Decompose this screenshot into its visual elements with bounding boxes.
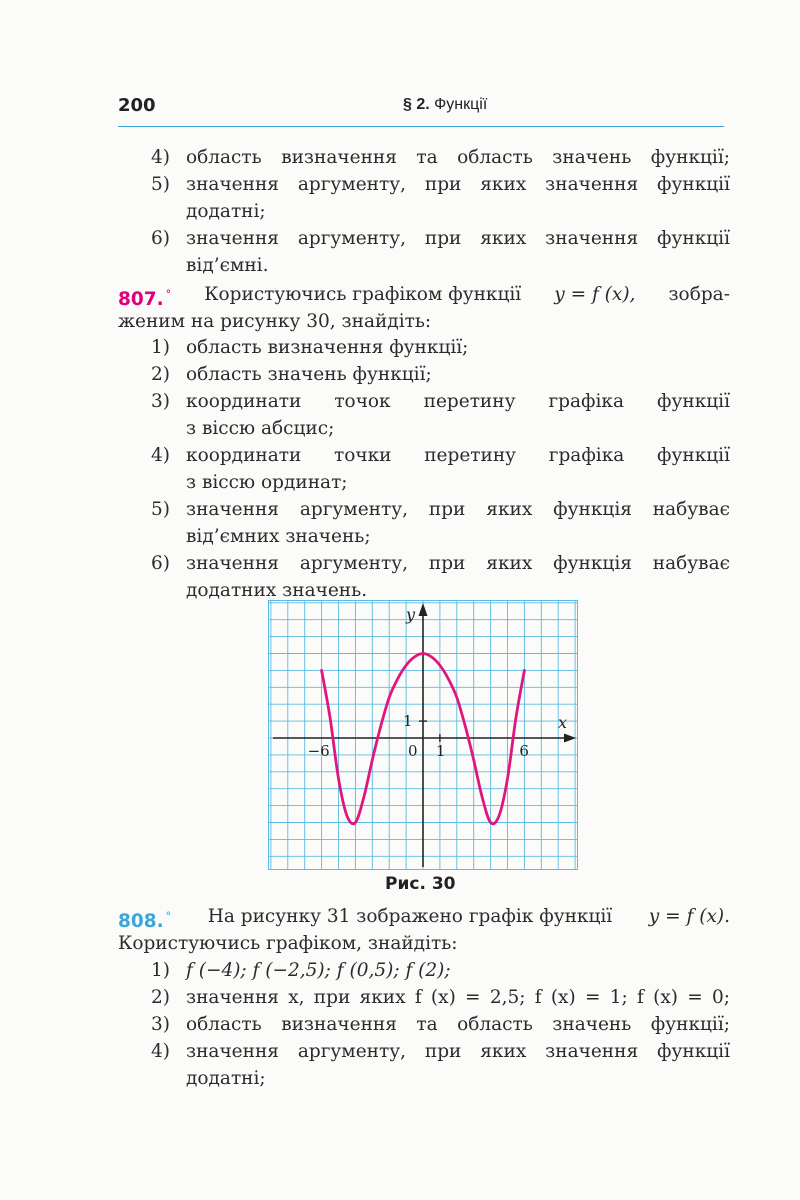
difficulty-degree-icon: °	[165, 910, 172, 923]
list-item-number: 2)	[151, 987, 170, 1008]
y-axis-arrow-icon	[419, 603, 428, 616]
list-item-text: додатні;	[186, 201, 266, 222]
list-item-text: f (−4); f (−2,5); f (0,5); f (2);	[186, 960, 451, 981]
problem-intro-text: На рисунку 31 зображено графік функції	[207, 906, 613, 927]
list-item-text: область визначення функції;	[186, 337, 469, 358]
list-item-number: 6)	[151, 553, 170, 574]
list-item-text: з віссю абсцис;	[186, 418, 335, 439]
list-item-number: 3)	[151, 391, 170, 412]
x-tick-label: −6	[307, 742, 330, 760]
x-axis-arrow-icon	[564, 734, 576, 743]
graph-axes	[273, 603, 576, 867]
list-item-text: додатних значень.	[186, 580, 368, 601]
list-item-text: значення аргументу, при яких значення функції	[186, 1041, 730, 1062]
figure-caption: Рис. 30	[385, 874, 456, 894]
problem-intro-text: женим на рисунку 30, знайдіть:	[118, 311, 432, 332]
list-item-text: від’ємних значень;	[186, 526, 371, 547]
list-item-text: з віссю ординат;	[186, 472, 348, 493]
problem-number: 808.	[118, 911, 164, 933]
problem-number: 807.	[118, 289, 164, 311]
problem-intro-text: зобра-	[668, 284, 730, 305]
list-item-number: 1)	[151, 960, 170, 981]
list-item-text: область значень функції;	[186, 364, 432, 385]
list-item-text: область визначення та область значень функції;	[186, 1014, 730, 1035]
function-notation: y = f (x),	[554, 284, 636, 305]
section-title	[403, 96, 487, 114]
list-item-number: 3)	[151, 1014, 170, 1035]
list-item-number: 5)	[151, 499, 170, 520]
list-item-number: 4)	[151, 445, 170, 466]
function-graph	[268, 600, 578, 870]
list-item-text: значення аргументу, при яких функція набуває	[186, 499, 730, 520]
list-item-text: значення аргументу, при яких функція набуває	[186, 553, 730, 574]
problem-intro-text: Користуючись графіком функції	[204, 284, 522, 305]
page-header	[118, 92, 724, 127]
list-item-text: від’ємні.	[186, 255, 269, 276]
problem-intro-text: Користуючись графіком, знайдіть:	[118, 933, 458, 954]
list-item-number: 2)	[151, 364, 170, 385]
list-item-text: область визначення та область значень функції;	[186, 147, 730, 168]
x-tick-label: 1	[435, 742, 446, 760]
list-item-text: значення аргументу, при яких значення функції	[186, 174, 730, 195]
y-tick-label: 1	[403, 712, 413, 731]
list-item-text: координати точки перетину графіка функції	[186, 445, 730, 466]
difficulty-degree-icon: °	[165, 288, 172, 301]
page-number: 200	[118, 95, 156, 116]
section-mark: § 2.	[403, 96, 430, 113]
list-item-number: 6)	[151, 228, 170, 249]
section-name: Функції	[434, 96, 488, 113]
list-item-number: 4)	[151, 147, 170, 168]
function-graph-figure	[268, 600, 578, 870]
list-item-text: додатні;	[186, 1068, 266, 1089]
list-item-text: значення аргументу, при яких значення функції	[186, 228, 730, 249]
list-item-number: 1)	[151, 337, 170, 358]
list-item-text: координати точок перетину графіка функції	[186, 391, 730, 412]
x-axis-label: x	[558, 713, 568, 732]
list-item-number: 4)	[151, 1041, 170, 1062]
origin-label: 0	[408, 742, 418, 760]
list-item-number: 5)	[151, 174, 170, 195]
y-axis-label: y	[406, 605, 416, 624]
function-notation: y = f (x).	[648, 906, 730, 927]
x-tick-label: 6	[519, 742, 529, 760]
list-item-text: значення x, при яких f (x) = 2,5; f (x) = 1; f (x) = 0;	[186, 987, 730, 1008]
